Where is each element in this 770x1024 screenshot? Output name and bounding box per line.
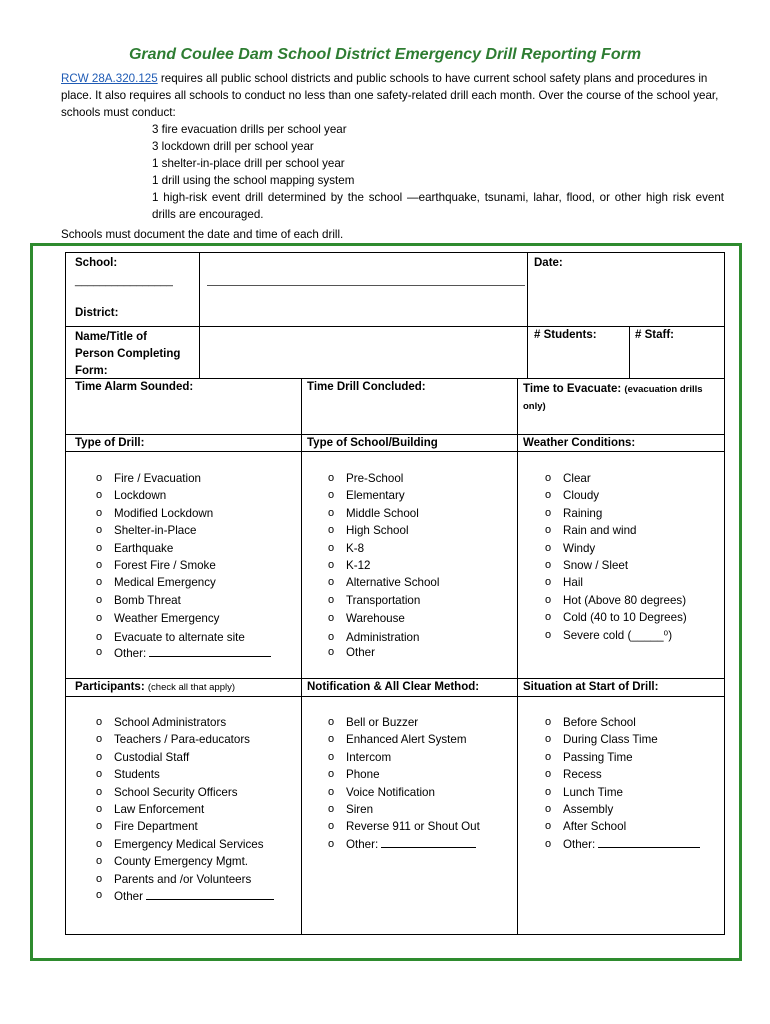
intro-paragraph bbox=[61, 70, 731, 121]
school-type-option[interactable]: o Warehouse bbox=[322, 610, 439, 627]
intro-text bbox=[61, 70, 731, 243]
notification-option[interactable]: o Intercom bbox=[322, 749, 480, 766]
weather-option[interactable]: o Severe cold (_____⁰) bbox=[539, 627, 687, 644]
school-type-option[interactable]: o Alternative School bbox=[322, 574, 439, 591]
divider bbox=[66, 696, 724, 697]
divider bbox=[66, 451, 724, 452]
participant-other-label: Other bbox=[114, 890, 143, 904]
situation-list bbox=[539, 714, 700, 853]
notification-option[interactable]: o Bell or Buzzer bbox=[322, 714, 480, 731]
weather-option[interactable]: o Rain and wind bbox=[539, 522, 687, 539]
school-type-option[interactable]: o K-12 bbox=[322, 557, 439, 574]
type-of-drill-label: Type of Drill: bbox=[75, 437, 145, 449]
requirement-item: 1 drill using the school mapping system bbox=[152, 174, 355, 187]
weather-list bbox=[539, 470, 687, 644]
situation-option[interactable]: o Before School bbox=[539, 714, 700, 731]
divider bbox=[199, 253, 200, 378]
weather-option[interactable]: o Snow / Sleet bbox=[539, 557, 687, 574]
time-evacuate-label: Time to Evacuate: bbox=[523, 383, 622, 395]
participant-option-other[interactable] bbox=[90, 888, 274, 904]
notification-option[interactable]: o Enhanced Alert System bbox=[322, 731, 480, 748]
rcw-link[interactable]: RCW 28A.320.125 bbox=[61, 72, 158, 85]
notification-option[interactable]: o Siren bbox=[322, 801, 480, 818]
divider bbox=[66, 678, 724, 679]
time-concluded-label: Time Drill Concluded: bbox=[307, 381, 426, 393]
name-title-label: Name/Title of Person Completing Form: bbox=[75, 331, 181, 377]
weather-option[interactable]: o Clear bbox=[539, 470, 687, 487]
participant-option[interactable]: o Parents and /or Volunteers bbox=[90, 871, 274, 888]
weather-option[interactable]: o Cold (40 to 10 Degrees) bbox=[539, 609, 687, 626]
requirement-item: 1 high-risk event drill determined by the school —earthquake, tsunami, lahar, flood, or other high risk event drills are encouraged. bbox=[152, 191, 724, 221]
drill-type-option[interactable]: o Shelter-in-Place bbox=[90, 522, 271, 539]
intro-body: requires all public school districts and public schools to have current school safety plans and procedures in place. It also requires all schools to conduct no less than one safety-related drill each month. Over the course of the school year, schools must conduct: bbox=[61, 72, 719, 119]
notification-option[interactable]: o Voice Notification bbox=[322, 784, 480, 801]
participants-note: (check all that apply) bbox=[147, 682, 235, 693]
form-title: Grand Coulee Dam School District Emergency Drill Reporting Form bbox=[128, 46, 642, 63]
time-alarm-label: Time Alarm Sounded: bbox=[75, 381, 194, 393]
participant-other-field[interactable] bbox=[146, 888, 274, 900]
weather-option[interactable]: o Cloudy bbox=[539, 487, 687, 504]
requirements-list bbox=[61, 121, 731, 223]
drill-type-list bbox=[90, 470, 271, 661]
divider bbox=[66, 434, 724, 435]
participant-option[interactable]: o Students bbox=[90, 766, 274, 783]
notification-option-other[interactable] bbox=[322, 836, 480, 853]
divider bbox=[517, 378, 518, 934]
notification-list bbox=[322, 714, 480, 853]
participant-option[interactable]: o Law Enforcement bbox=[90, 801, 274, 818]
notification-option[interactable]: o Phone bbox=[322, 766, 480, 783]
school-type-option[interactable]: o Administration bbox=[322, 630, 439, 645]
situation-other-label: Other: bbox=[563, 837, 596, 851]
weather-option[interactable]: o Windy bbox=[539, 540, 687, 557]
school-blank[interactable]: ________________ bbox=[75, 275, 173, 287]
school-type-option[interactable]: o Elementary bbox=[322, 487, 439, 504]
staff-label: # Staff: bbox=[635, 329, 674, 341]
district-label: District: bbox=[75, 307, 119, 319]
students-label: # Students: bbox=[534, 329, 597, 341]
weather-option[interactable]: o Raining bbox=[539, 505, 687, 522]
participant-option[interactable]: o County Emergency Mgmt. bbox=[90, 853, 274, 870]
participant-option[interactable]: o Emergency Medical Services bbox=[90, 836, 274, 853]
drill-type-option[interactable]: o Weather Emergency bbox=[90, 610, 271, 627]
school-name-field[interactable] bbox=[207, 285, 525, 286]
situation-option[interactable]: o Assembly bbox=[539, 801, 700, 818]
drill-type-option[interactable]: o Evacuate to alternate site bbox=[90, 630, 271, 645]
divider bbox=[301, 378, 302, 934]
school-type-option[interactable]: o High School bbox=[322, 522, 439, 539]
requirement-item: 1 shelter-in-place drill per school year bbox=[152, 157, 345, 170]
weather-label: Weather Conditions: bbox=[523, 437, 636, 449]
time-evacuate-note: (evacuation drills only) bbox=[523, 384, 703, 412]
participant-option[interactable]: o Custodial Staff bbox=[90, 749, 274, 766]
drill-type-other-field[interactable] bbox=[149, 645, 271, 657]
school-type-option[interactable]: o Transportation bbox=[322, 592, 439, 609]
participant-option[interactable]: o Fire Department bbox=[90, 818, 274, 835]
participants-list bbox=[90, 714, 274, 904]
situation-option[interactable]: o After School bbox=[539, 818, 700, 835]
situation-option-other[interactable] bbox=[539, 836, 700, 853]
situation-option[interactable]: o Recess bbox=[539, 766, 700, 783]
notification-label: Notification & All Clear Method: bbox=[307, 681, 480, 693]
time-evacuate-cell bbox=[523, 381, 721, 415]
situation-option[interactable]: o Lunch Time bbox=[539, 784, 700, 801]
situation-option[interactable]: o During Class Time bbox=[539, 731, 700, 748]
drill-type-option[interactable]: o Medical Emergency bbox=[90, 574, 271, 591]
school-type-option[interactable]: o K-8 bbox=[322, 540, 439, 557]
drill-type-option[interactable]: o Earthquake bbox=[90, 540, 271, 557]
school-type-option[interactable]: o Other bbox=[322, 645, 439, 660]
participant-option[interactable]: o Teachers / Para-educators bbox=[90, 731, 274, 748]
drill-type-option[interactable]: o Fire / Evacuation bbox=[90, 470, 271, 487]
drill-type-option-other[interactable] bbox=[90, 645, 271, 661]
divider bbox=[527, 253, 528, 378]
notification-other-field[interactable] bbox=[381, 836, 476, 848]
date-label: Date: bbox=[534, 257, 563, 269]
requirement-item: 3 lockdown drill per school year bbox=[152, 140, 314, 153]
school-type-list bbox=[322, 470, 439, 660]
notification-option[interactable]: o Reverse 911 or Shout Out bbox=[322, 818, 480, 835]
drill-form bbox=[65, 252, 725, 935]
drill-type-option[interactable]: o Modified Lockdown bbox=[90, 505, 271, 522]
drill-type-other-label: Other: bbox=[114, 646, 147, 660]
participants-label: Participants: bbox=[75, 681, 145, 693]
situation-option[interactable]: o Passing Time bbox=[539, 749, 700, 766]
situation-label: Situation at Start of Drill: bbox=[523, 681, 659, 693]
school-type-option[interactable]: o Pre-School bbox=[322, 470, 439, 487]
weather-option[interactable]: o Hot (Above 80 degrees) bbox=[539, 592, 687, 609]
requirement-item: 3 fire evacuation drills per school year bbox=[152, 123, 347, 136]
school-type-option[interactable]: o Middle School bbox=[322, 505, 439, 522]
participants-header bbox=[75, 681, 235, 693]
school-label: School: bbox=[75, 257, 118, 269]
notification-other-label: Other: bbox=[346, 837, 379, 851]
divider bbox=[629, 326, 630, 378]
situation-other-field[interactable] bbox=[598, 836, 700, 848]
divider bbox=[66, 326, 724, 327]
participant-option[interactable]: o School Administrators bbox=[90, 714, 274, 731]
participant-option[interactable]: o School Security Officers bbox=[90, 784, 274, 801]
drill-type-option[interactable]: o Lockdown bbox=[90, 487, 271, 504]
drill-type-option[interactable]: o Bomb Threat bbox=[90, 592, 271, 609]
drill-type-option[interactable]: o Forest Fire / Smoke bbox=[90, 557, 271, 574]
weather-option[interactable]: o Hail bbox=[539, 574, 687, 591]
type-of-school-label: Type of School/Building bbox=[307, 437, 438, 449]
documentation-note: Schools must document the date and time of each drill. bbox=[61, 228, 344, 241]
